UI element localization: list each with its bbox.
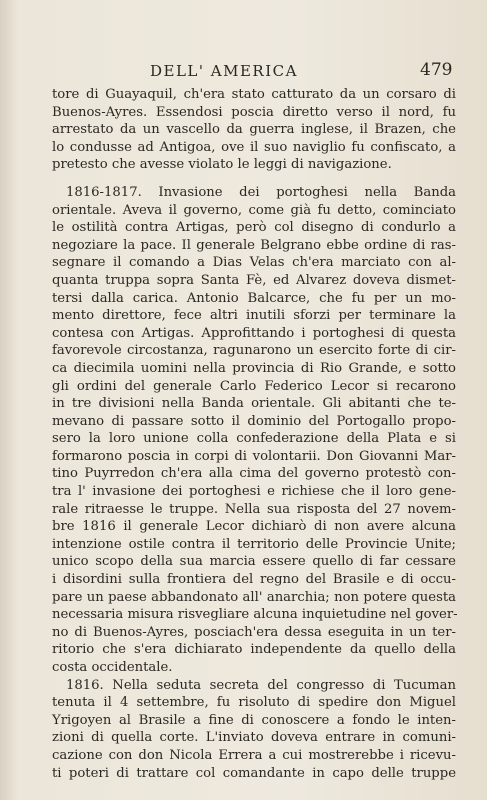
text-line: pare un paese abbandonato all' anarchia; non potere questa: [52, 589, 456, 605]
text-line: tino Puyrredon ch'era alla cima del governo protestò con-: [52, 466, 456, 482]
text-line: lo condusse ad Antigoa, ove il suo naviglio fu confiscato, a: [52, 139, 456, 155]
paragraph-invasion: [52, 184, 456, 677]
text-line: tra l' invasione dei portoghesi e richiese che il loro gene-: [52, 484, 456, 500]
text-line: Buenos-Ayres. Essendosi poscia diretto verso il nord, fu: [52, 104, 456, 120]
paragraph-gap: [52, 174, 456, 184]
text-line: zioni di quella corte. L'inviato doveva entrare in comuni-: [52, 730, 456, 746]
text-line: ritorio che s'era dichiarato independente da quello della: [52, 642, 456, 658]
text-line: 1816. Nella seduta secreta del congresso di Tucuman: [66, 677, 456, 693]
running-head: DELL' AMERICA: [150, 62, 298, 80]
text-line: unico scopo della sua marcia essere quello di far cessare: [52, 554, 456, 570]
text-line: mevano di passare sotto il dominio del Portogallo propo-: [52, 413, 456, 429]
text-line: formarono poscia in corpi di volontarii. Don Giovanni Mar-: [52, 448, 456, 464]
text-line-heading: 1816-1817. Invasione dei portoghesi nella Banda: [66, 184, 456, 200]
text-line: no di Buenos-Ayres, posciach'era dessa eseguita in un ter-: [52, 624, 456, 640]
text-line: orientale. Aveva il governo, come già fu detto, cominciato: [52, 202, 456, 218]
text-line: tersi dalla carica. Antonio Balcarce, che fu per un mo-: [52, 290, 456, 306]
text-line: ca diecimila uomini nella provincia di Rio Grande, e sotto: [52, 360, 456, 376]
text-line: in tre divisioni nella Banda orientale. Gli abitanti che te-: [52, 396, 456, 412]
text-line: contesa con Artigas. Approfittando i portoghesi di questa: [52, 325, 456, 341]
text-line: sero la loro unione colla confederazione della Plata e si: [52, 431, 456, 447]
text-line: rale ritraesse le truppe. Nella sua risposta del 27 novem-: [52, 501, 456, 517]
text-line: necessaria misura risvegliare alcuna inquietudine nel gover-: [52, 607, 458, 623]
paragraph-continuation: [52, 86, 456, 174]
text-line: arrestato da un vascello da guerra inglese, il Brazen, che: [52, 122, 456, 138]
text-line: tore di Guayaquil, ch'era stato catturato da un corsaro di: [52, 87, 456, 102]
text-line: tenuta il 4 settembre, fu risoluto di spedire don Miguel: [52, 695, 456, 711]
text-line: costa occidentale.: [52, 660, 173, 675]
text-line: ti poteri di trattare col comandante in capo delle truppe: [52, 765, 456, 781]
text-line: gli ordini del generale Carlo Federico Lecor si recarono: [52, 378, 456, 394]
text-line: bre 1816 il generale Lecor dichiarò di non avere alcuna: [52, 519, 456, 535]
text-line: le ostilità contra Artigas, però col disegno di condurlo a: [52, 220, 456, 236]
text-line: cazione con don Nicola Errera a cui mostrerebbe i ricevu-: [52, 747, 456, 763]
page-number: 479: [420, 60, 453, 80]
text-line: mento direttore, fece altri inutili sforzi per terminare la: [52, 308, 456, 324]
text-line: intenzione ostile contra il territorio delle Provincie Unite;: [52, 536, 456, 552]
text-line: negoziare la pace. Il generale Belgrano ebbe ordine di ras-: [52, 237, 456, 253]
page-header: [0, 60, 487, 84]
text-line: pretesto che avesse violato le leggi di navigazione.: [52, 157, 392, 173]
text-line: segnare il comando a Dias Velas ch'era marciato con al-: [52, 255, 456, 271]
text-line: quanta truppa sopra Santa Fè, ed Alvarez doveva dismet-: [52, 272, 456, 288]
text-line: favorevole circostanza, ragunarono un esercito forte di cir-: [52, 343, 456, 359]
text-line: Yrigoyen al Brasile a fine di conoscere a fondo le inten-: [52, 712, 456, 728]
body-text: [52, 86, 456, 782]
text-line: i disordini sulla frontiera del regno del Brasile e di occu-: [52, 572, 456, 588]
paragraph-tucuman: [52, 677, 456, 783]
